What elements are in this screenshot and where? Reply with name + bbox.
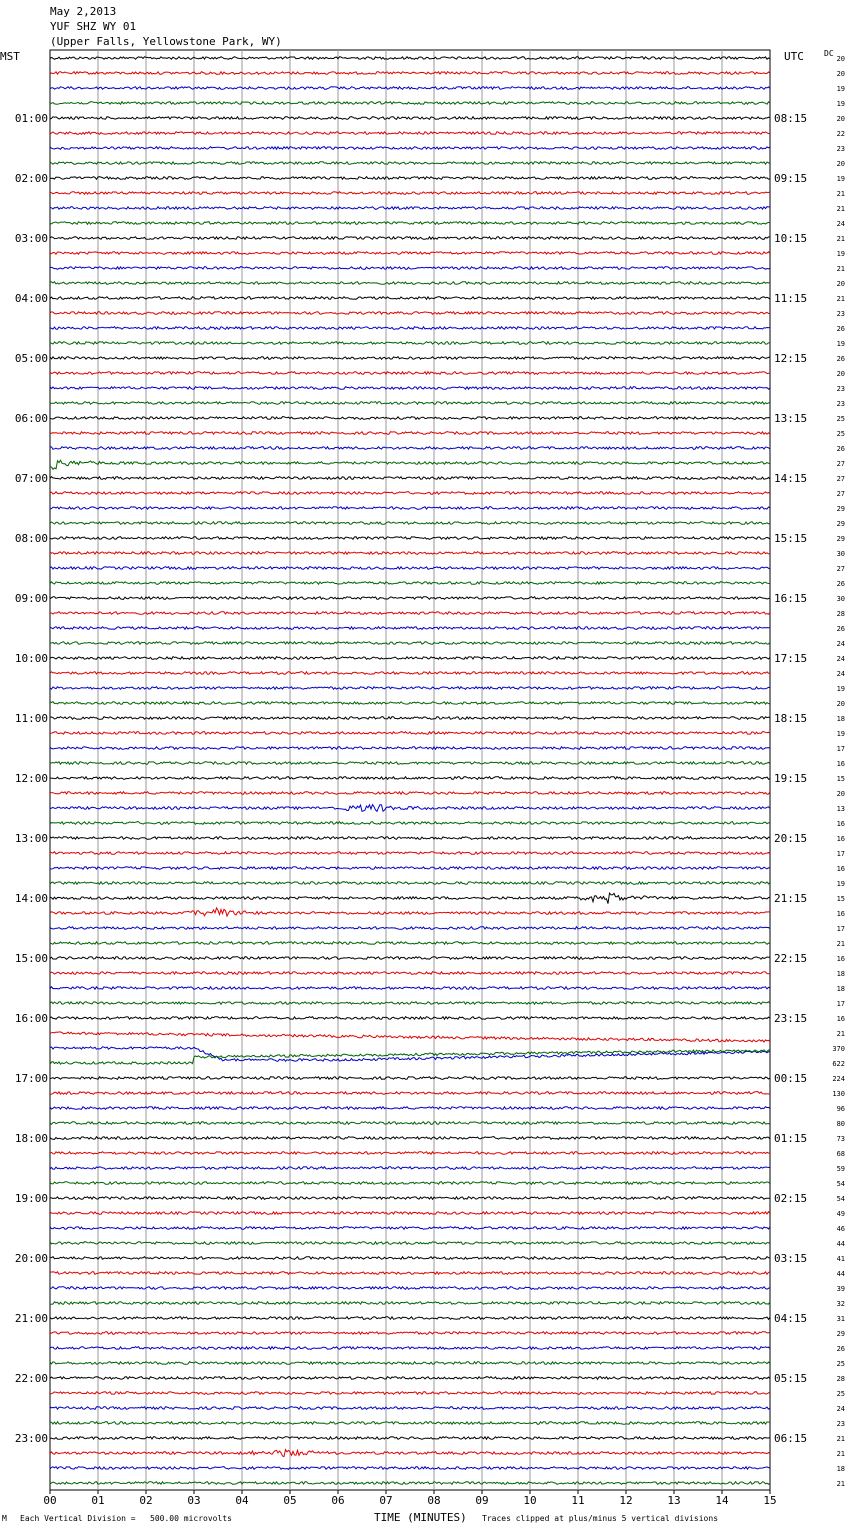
- trace-row-62: [50, 987, 770, 990]
- dc-offset-53: 17: [836, 850, 845, 858]
- trace-row-54: [50, 867, 770, 870]
- right-hour-label-19: 02:15: [774, 1192, 808, 1205]
- left-hour-label-16: 16:00: [14, 1012, 48, 1025]
- trace-row-65: [50, 1032, 770, 1042]
- trace-row-55: [50, 882, 770, 885]
- trace-row-20: [50, 357, 770, 360]
- trace-row-27: [50, 460, 770, 469]
- trace-row-9: [50, 192, 770, 195]
- dc-offset-54: 16: [836, 865, 845, 873]
- dc-offset-90: 24: [836, 1405, 845, 1413]
- x-tick-label-02: 02: [139, 1494, 153, 1507]
- trace-row-68: [50, 1077, 770, 1080]
- left-hour-label-23: 23:00: [14, 1432, 48, 1445]
- trace-row-47: [50, 762, 770, 765]
- x-tick-label-01: 01: [91, 1494, 105, 1507]
- dc-offset-65: 21: [836, 1030, 845, 1038]
- dc-offset-1: 20: [836, 70, 845, 78]
- trace-row-48: [50, 777, 770, 780]
- trace-row-14: [50, 267, 770, 270]
- dc-offset-16: 21: [836, 295, 845, 303]
- dc-offset-8: 19: [836, 175, 845, 183]
- x-tick-label-11: 11: [571, 1494, 585, 1507]
- dc-offset-50: 13: [836, 805, 845, 813]
- left-hour-label-7: 07:00: [14, 472, 48, 485]
- trace-row-52: [50, 837, 770, 840]
- dc-offset-45: 19: [836, 730, 845, 738]
- dc-offset-94: 18: [836, 1465, 845, 1473]
- dc-offset-11: 24: [836, 220, 845, 228]
- x-tick-label-12: 12: [619, 1494, 633, 1507]
- dc-offset-56: 15: [836, 895, 845, 903]
- dc-offset-61: 18: [836, 970, 845, 978]
- dc-offset-25: 25: [836, 430, 845, 438]
- trace-row-93: [50, 1450, 770, 1457]
- left-hour-label-11: 11:00: [14, 712, 48, 725]
- right-hour-label-7: 14:15: [774, 472, 808, 485]
- trace-row-81: [50, 1272, 770, 1275]
- trace-row-5: [50, 132, 770, 135]
- dc-offset-83: 32: [836, 1300, 845, 1308]
- trace-row-10: [50, 207, 770, 210]
- dc-offset-15: 20: [836, 280, 845, 288]
- trace-row-31: [50, 522, 770, 525]
- dc-offset-27: 27: [836, 460, 845, 468]
- trace-row-77: [50, 1212, 770, 1215]
- dc-offset-14: 21: [836, 265, 845, 273]
- dc-offset-71: 80: [836, 1120, 845, 1128]
- right-hour-label-15: 22:15: [774, 952, 808, 965]
- trace-row-83: [50, 1302, 770, 1305]
- left-hour-label-2: 02:00: [14, 172, 48, 185]
- dc-offset-32: 29: [836, 535, 845, 543]
- right-hour-label-9: 16:15: [774, 592, 808, 605]
- clip-note: Traces clipped at plus/minus 5 vertical divisions: [482, 1514, 719, 1523]
- trace-row-33: [50, 552, 770, 555]
- right-hour-label-11: 18:15: [774, 712, 808, 725]
- dc-offset-77: 49: [836, 1210, 845, 1218]
- trace-row-50: [50, 805, 770, 812]
- dc-offset-95: 21: [836, 1480, 845, 1488]
- right-hour-label-3: 10:15: [774, 232, 808, 245]
- dc-offset-13: 19: [836, 250, 845, 258]
- dc-offset-58: 17: [836, 925, 845, 933]
- left-hour-label-13: 13:00: [14, 832, 48, 845]
- trace-row-37: [50, 612, 770, 615]
- trace-row-85: [50, 1332, 770, 1335]
- dc-offset-6: 23: [836, 145, 845, 153]
- x-tick-label-03: 03: [187, 1494, 201, 1507]
- left-hour-label-15: 15:00: [14, 952, 48, 965]
- left-hour-label-6: 06:00: [14, 412, 48, 425]
- dc-offset-21: 20: [836, 370, 845, 378]
- dc-offset-41: 24: [836, 670, 845, 678]
- trace-row-56: [50, 893, 770, 904]
- right-hour-label-2: 09:15: [774, 172, 808, 185]
- trace-row-15: [50, 282, 770, 285]
- dc-offset-63: 17: [836, 1000, 845, 1008]
- dc-offset-18: 26: [836, 325, 845, 333]
- dc-offset-82: 39: [836, 1285, 845, 1293]
- left-hour-label-19: 19:00: [14, 1192, 48, 1205]
- x-axis-label: TIME (MINUTES): [374, 1511, 467, 1524]
- dc-offset-49: 20: [836, 790, 845, 798]
- dc-offset-51: 16: [836, 820, 845, 828]
- trace-row-86: [50, 1347, 770, 1350]
- trace-row-58: [50, 927, 770, 930]
- trace-row-87: [50, 1362, 770, 1365]
- trace-row-92: [50, 1437, 770, 1440]
- trace-row-45: [50, 732, 770, 735]
- trace-row-64: [50, 1017, 770, 1020]
- left-hour-label-10: 10:00: [14, 652, 48, 665]
- trace-row-57: [50, 908, 770, 916]
- trace-row-59: [50, 942, 770, 945]
- trace-row-41: [50, 672, 770, 675]
- dc-offset-9: 21: [836, 190, 845, 198]
- left-hour-label-21: 21:00: [14, 1312, 48, 1325]
- dc-offset-31: 29: [836, 520, 845, 528]
- trace-row-16: [50, 297, 770, 300]
- dc-offset-85: 29: [836, 1330, 845, 1338]
- dc-offset-66: 370: [832, 1045, 845, 1053]
- trace-row-90: [50, 1407, 770, 1410]
- dc-offset-37: 28: [836, 610, 845, 618]
- dc-offset-64: 16: [836, 1015, 845, 1023]
- right-hour-label-1: 08:15: [774, 112, 808, 125]
- left-hour-label-4: 04:00: [14, 292, 48, 305]
- trace-row-82: [50, 1287, 770, 1290]
- trace-row-26: [50, 447, 770, 450]
- dc-offset-60: 16: [836, 955, 845, 963]
- dc-offset-29: 27: [836, 490, 845, 498]
- right-hour-label-8: 15:15: [774, 532, 808, 545]
- left-hour-label-1: 01:00: [14, 112, 48, 125]
- left-hour-label-14: 14:00: [14, 892, 48, 905]
- x-tick-label-13: 13: [667, 1494, 681, 1507]
- trace-row-6: [50, 147, 770, 150]
- trace-row-2: [50, 87, 770, 90]
- corner-mark: M: [2, 1514, 7, 1523]
- x-tick-label-10: 10: [523, 1494, 537, 1507]
- trace-row-28: [50, 477, 770, 480]
- trace-row-91: [50, 1422, 770, 1425]
- dc-offset-75: 54: [836, 1180, 845, 1188]
- dc-offset-22: 23: [836, 385, 845, 393]
- trace-row-22: [50, 387, 770, 390]
- dc-offset-46: 17: [836, 745, 845, 753]
- dc-offset-93: 21: [836, 1450, 845, 1458]
- dc-offset-40: 24: [836, 655, 845, 663]
- trace-row-80: [50, 1257, 770, 1260]
- trace-row-49: [50, 792, 770, 795]
- left-hour-label-8: 08:00: [14, 532, 48, 545]
- trace-row-8: [50, 177, 770, 180]
- dc-offset-62: 18: [836, 985, 845, 993]
- left-hour-label-3: 03:00: [14, 232, 48, 245]
- dc-offset-3: 19: [836, 100, 845, 108]
- left-hour-label-9: 09:00: [14, 592, 48, 605]
- dc-offset-36: 30: [836, 595, 845, 603]
- right-hour-label-5: 12:15: [774, 352, 808, 365]
- trace-row-23: [50, 402, 770, 405]
- trace-row-79: [50, 1242, 770, 1245]
- dc-offset-57: 16: [836, 910, 845, 918]
- dc-offset-39: 24: [836, 640, 845, 648]
- trace-row-29: [50, 492, 770, 495]
- right-hour-label-13: 20:15: [774, 832, 808, 845]
- x-tick-label-08: 08: [427, 1494, 441, 1507]
- right-hour-label-17: 00:15: [774, 1072, 808, 1085]
- trace-row-84: [50, 1317, 770, 1320]
- dc-offset-52: 16: [836, 835, 845, 843]
- left-hour-label-17: 17:00: [14, 1072, 48, 1085]
- left-hour-label-12: 12:00: [14, 772, 48, 785]
- dc-offset-76: 54: [836, 1195, 845, 1203]
- x-tick-label-00: 00: [43, 1494, 57, 1507]
- trace-row-44: [50, 717, 770, 720]
- dc-offset-42: 19: [836, 685, 845, 693]
- dc-offset-69: 130: [832, 1090, 845, 1098]
- trace-row-12: [50, 237, 770, 240]
- x-tick-label-05: 05: [283, 1494, 297, 1507]
- scale-note: Each Vertical Division = 500.00 microvolts: [20, 1514, 232, 1523]
- trace-row-24: [50, 417, 770, 420]
- dc-offset-74: 59: [836, 1165, 845, 1173]
- trace-row-35: [50, 582, 770, 585]
- dc-offset-86: 26: [836, 1345, 845, 1353]
- trace-row-89: [50, 1392, 770, 1395]
- x-tick-label-15: 15: [763, 1494, 777, 1507]
- x-tick-label-06: 06: [331, 1494, 345, 1507]
- dc-label: DC: [824, 49, 834, 58]
- dc-offset-87: 25: [836, 1360, 845, 1368]
- dc-offset-30: 29: [836, 505, 845, 513]
- dc-offset-2: 19: [836, 85, 845, 93]
- trace-row-94: [50, 1467, 770, 1470]
- trace-row-53: [50, 852, 770, 855]
- right-hour-label-4: 11:15: [774, 292, 808, 305]
- dc-offset-47: 16: [836, 760, 845, 768]
- trace-row-21: [50, 372, 770, 375]
- trace-row-42: [50, 687, 770, 690]
- trace-row-46: [50, 747, 770, 750]
- right-hour-label-14: 21:15: [774, 892, 808, 905]
- dc-offset-35: 26: [836, 580, 845, 588]
- right-hour-label-6: 13:15: [774, 412, 808, 425]
- trace-row-73: [50, 1152, 770, 1155]
- trace-row-3: [50, 102, 770, 105]
- dc-offset-84: 31: [836, 1315, 845, 1323]
- trace-row-13: [50, 252, 770, 255]
- trace-row-69: [50, 1092, 770, 1095]
- dc-offset-44: 18: [836, 715, 845, 723]
- trace-row-25: [50, 432, 770, 435]
- dc-offset-73: 68: [836, 1150, 845, 1158]
- dc-offset-23: 23: [836, 400, 845, 408]
- trace-row-4: [50, 117, 770, 120]
- trace-row-66: [50, 1047, 770, 1062]
- trace-row-51: [50, 822, 770, 825]
- right-hour-label-18: 01:15: [774, 1132, 808, 1145]
- x-tick-label-04: 04: [235, 1494, 249, 1507]
- dc-offset-91: 23: [836, 1420, 845, 1428]
- trace-row-40: [50, 657, 770, 660]
- trace-row-36: [50, 597, 770, 600]
- dc-offset-5: 22: [836, 130, 845, 138]
- dc-offset-68: 224: [832, 1075, 845, 1083]
- dc-offset-89: 25: [836, 1390, 845, 1398]
- x-tick-label-07: 07: [379, 1494, 393, 1507]
- trace-row-75: [50, 1182, 770, 1185]
- header-date: May 2,2013: [50, 5, 117, 18]
- dc-offset-20: 26: [836, 355, 845, 363]
- header-location: (Upper Falls, Yellowstone Park, WY): [50, 35, 282, 48]
- dc-offset-78: 46: [836, 1225, 845, 1233]
- trace-row-7: [50, 162, 770, 165]
- dc-offset-38: 26: [836, 625, 845, 633]
- right-hour-label-12: 19:15: [774, 772, 808, 785]
- dc-offset-67: 622: [832, 1060, 845, 1068]
- dc-offset-17: 23: [836, 310, 845, 318]
- left-hour-label-18: 18:00: [14, 1132, 48, 1145]
- right-timezone-label: UTC: [784, 50, 804, 63]
- dc-offset-24: 25: [836, 415, 845, 423]
- right-hour-label-22: 05:15: [774, 1372, 808, 1385]
- trace-row-71: [50, 1122, 770, 1125]
- left-hour-label-22: 22:00: [14, 1372, 48, 1385]
- trace-row-43: [50, 702, 770, 705]
- trace-row-39: [50, 642, 770, 645]
- trace-row-76: [50, 1197, 770, 1200]
- header-station: YUF SHZ WY 01: [50, 20, 137, 33]
- trace-row-67: [50, 1050, 770, 1064]
- dc-offset-0: 20: [836, 55, 845, 63]
- right-hour-label-20: 03:15: [774, 1252, 808, 1265]
- left-hour-label-5: 05:00: [14, 352, 48, 365]
- dc-offset-10: 21: [836, 205, 845, 213]
- trace-row-63: [50, 1002, 770, 1005]
- dc-offset-80: 41: [836, 1255, 845, 1263]
- trace-row-72: [50, 1137, 770, 1140]
- trace-row-61: [50, 972, 770, 975]
- trace-row-34: [50, 567, 770, 570]
- trace-row-19: [50, 342, 770, 345]
- dc-offset-55: 19: [836, 880, 845, 888]
- trace-row-32: [50, 537, 770, 540]
- trace-row-30: [50, 507, 770, 510]
- dc-offset-33: 30: [836, 550, 845, 558]
- trace-row-95: [50, 1482, 770, 1485]
- x-tick-label-09: 09: [475, 1494, 489, 1507]
- dc-offset-7: 20: [836, 160, 845, 168]
- dc-offset-92: 21: [836, 1435, 845, 1443]
- right-hour-label-23: 06:15: [774, 1432, 808, 1445]
- dc-offset-59: 21: [836, 940, 845, 948]
- trace-row-70: [50, 1107, 770, 1110]
- trace-row-88: [50, 1377, 770, 1380]
- trace-row-11: [50, 222, 770, 225]
- dc-offset-12: 21: [836, 235, 845, 243]
- dc-offset-4: 20: [836, 115, 845, 123]
- dc-offset-81: 44: [836, 1270, 845, 1278]
- x-tick-label-14: 14: [715, 1494, 729, 1507]
- trace-row-18: [50, 327, 770, 330]
- dc-offset-19: 19: [836, 340, 845, 348]
- left-timezone-label: MST: [0, 50, 20, 63]
- trace-row-78: [50, 1227, 770, 1230]
- trace-row-74: [50, 1167, 770, 1170]
- dc-offset-34: 27: [836, 565, 845, 573]
- trace-row-60: [50, 957, 770, 960]
- dc-offset-88: 28: [836, 1375, 845, 1383]
- right-hour-label-21: 04:15: [774, 1312, 808, 1325]
- trace-row-17: [50, 312, 770, 315]
- trace-row-0: [50, 57, 770, 60]
- dc-offset-70: 96: [836, 1105, 845, 1113]
- dc-offset-28: 27: [836, 475, 845, 483]
- right-hour-label-10: 17:15: [774, 652, 808, 665]
- dc-offset-79: 44: [836, 1240, 845, 1248]
- right-hour-label-16: 23:15: [774, 1012, 808, 1025]
- trace-row-38: [50, 627, 770, 630]
- dc-offset-72: 73: [836, 1135, 845, 1143]
- trace-row-1: [50, 72, 770, 75]
- dc-offset-26: 26: [836, 445, 845, 453]
- left-hour-label-20: 20:00: [14, 1252, 48, 1265]
- dc-offset-48: 15: [836, 775, 845, 783]
- dc-offset-43: 20: [836, 700, 845, 708]
